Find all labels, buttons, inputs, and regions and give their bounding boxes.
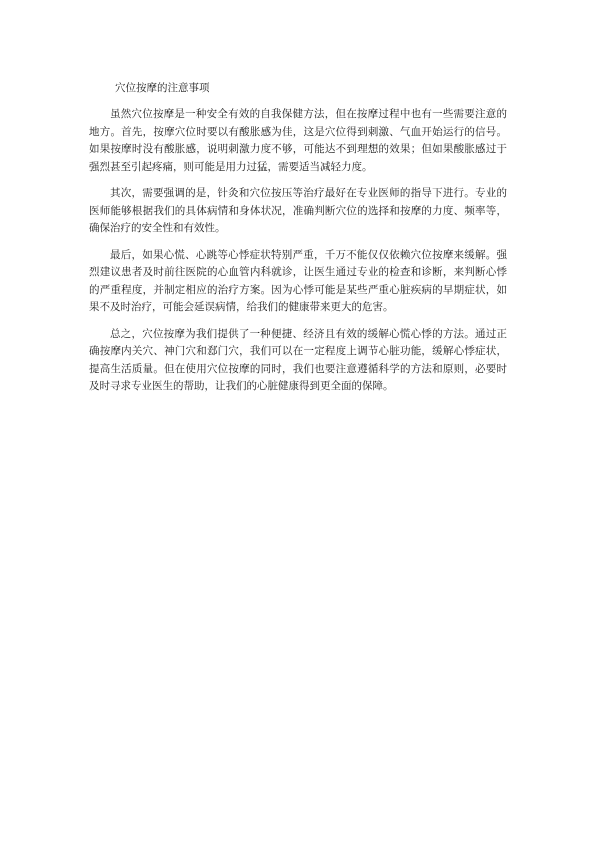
paragraph-third: 最后，如果心慌、心跳等心悸症状特别严重，千万不能仅仅依赖穴位按摩来缓解。强烈建议患者及时前往医院的心血管内科就诊，让医生通过专业的检查和诊断，来判断心悸的严重程度，并制定相应的治疗方案。因为心悸可能是某些严重心脏疾病的早期症状，如果不及时治疗，可能会延误病情，给我们的健康带来更大的危害。 — [89, 248, 507, 313]
paragraph-second: 其次，需要强调的是，针灸和穴位按压等治疗最好在专业医师的指导下进行。专业的医师能够根据我们的具体病情和身体状况，准确判断穴位的选择和按摩的力度、频率等，确保治疗的安全性和有效性。 — [89, 187, 507, 234]
document-body — [89, 80, 507, 405]
paragraph-conclusion: 总之，穴位按摩为我们提供了一种便捷、经济且有效的缓解心慌心悸的方法。通过正确按摩内关穴、神门穴和郄门穴，我们可以在一定程度上调节心脏功能，缓解心悸症状，提高生活质量。但在使用穴位按摩的同时，我们也要注意遵循科学的方法和原则，必要时及时寻求专业医生的帮助，让我们的心脏健康得到更全面的保障。 — [89, 327, 507, 392]
paragraph-intro: 虽然穴位按摩是一种安全有效的自我保健方法，但在按摩过程中也有一些需要注意的地方。首先，按摩穴位时要以有酸胀感为佳，这是穴位得到刺激、气血开始运行的信号。如果按摩时没有酸胀感，说明刺激力度不够，可能达不到理想的效果；但如果酸胀感过于强烈甚至引起疼痛，则可能是用力过猛，需要适当减轻力度。 — [89, 108, 507, 173]
document-title: 穴位按摩的注意事项 — [115, 82, 210, 94]
